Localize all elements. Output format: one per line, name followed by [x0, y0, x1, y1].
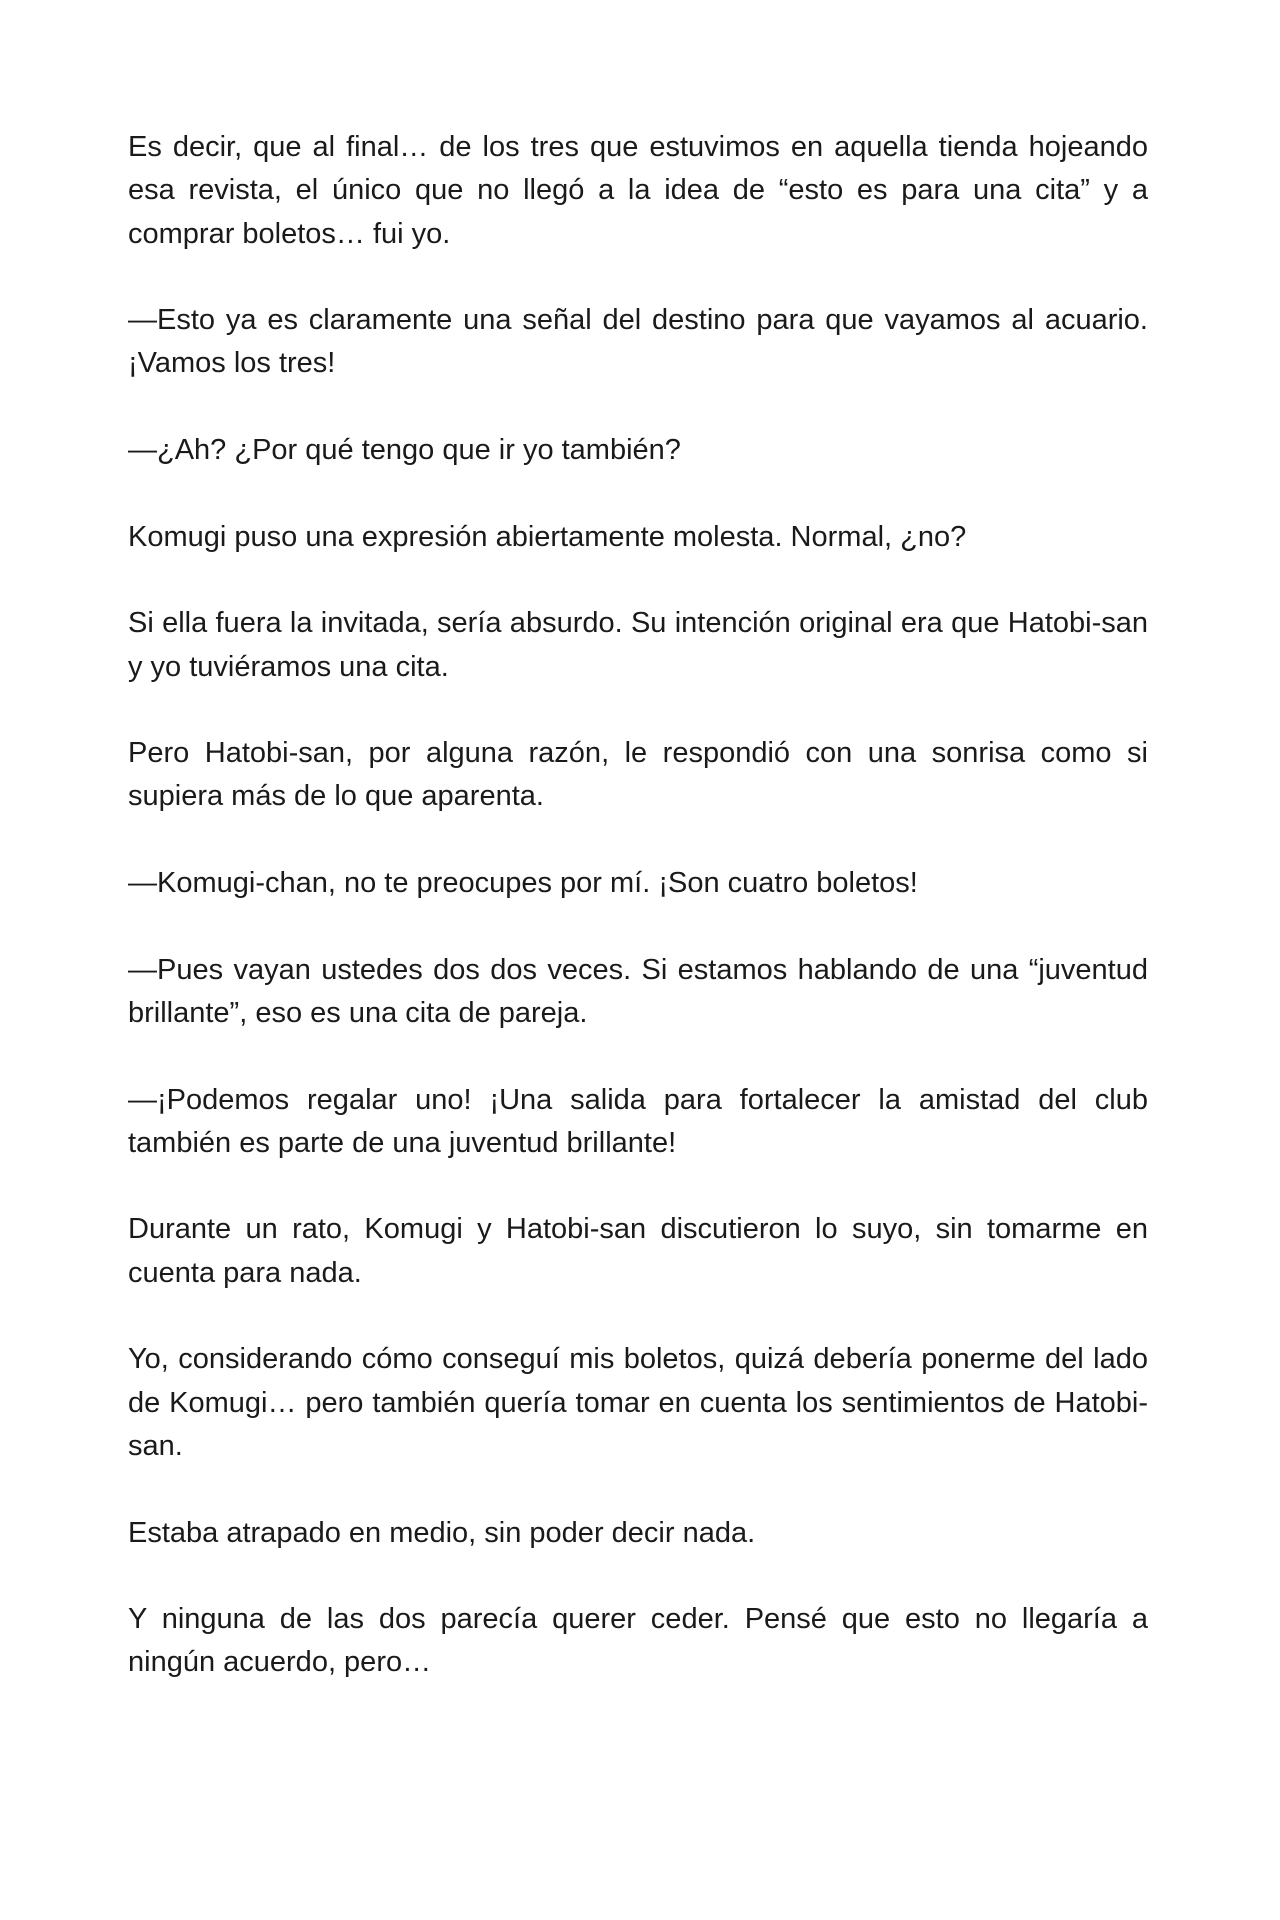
paragraph: Es decir, que al final… de los tres que estuvimos en aquella tienda hojeando esa revista, el único que no llegó a la idea de “esto es para una cita” y a comprar boletos… fui yo. [128, 131, 1148, 250]
paragraph: Si ella fuera la invitada, sería absurdo. Su intención original era que Hatobi-san y yo tuviéramos una cita. [128, 607, 1148, 683]
paragraph: Komugi puso una expresión abiertamente molesta. Normal, ¿no? [128, 520, 967, 553]
paragraph: —Esto ya es claramente una señal del destino para que vayamos al acuario. ¡Vamos los tres! [128, 304, 1148, 380]
paragraph: Pero Hatobi-san, por alguna razón, le respondió con una sonrisa como si supiera más de lo que aparenta. [128, 737, 1148, 813]
paragraph: Durante un rato, Komugi y Hatobi-san discutieron lo suyo, sin tomarme en cuenta para nada. [128, 1213, 1148, 1289]
paragraph: —¡Podemos regalar uno! ¡Una salida para fortalecer la amistad del club también es parte de una juventud brillante! [128, 1083, 1148, 1159]
paragraph: —Komugi-chan, no te preocupes por mí. ¡Son cuatro boletos! [128, 867, 918, 900]
paragraph: Yo, considerando cómo conseguí mis boletos, quizá debería ponerme del lado de Komugi… pero también quería tomar en cuenta los sentimientos de Hatobi-san. [128, 1343, 1148, 1462]
paragraph: Y ninguna de las dos parecía querer ceder. Pensé que esto no llegaría a ningún acuerdo, pero… [128, 1603, 1148, 1679]
paragraph: Estaba atrapado en medio, sin poder decir nada. [128, 1516, 756, 1549]
document-page [128, 126, 1148, 1728]
paragraph: —Pues vayan ustedes dos dos veces. Si estamos hablando de una “juventud brillante”, eso es una cita de pareja. [128, 953, 1148, 1029]
paragraph: —¿Ah? ¿Por qué tengo que ir yo también? [128, 434, 681, 467]
